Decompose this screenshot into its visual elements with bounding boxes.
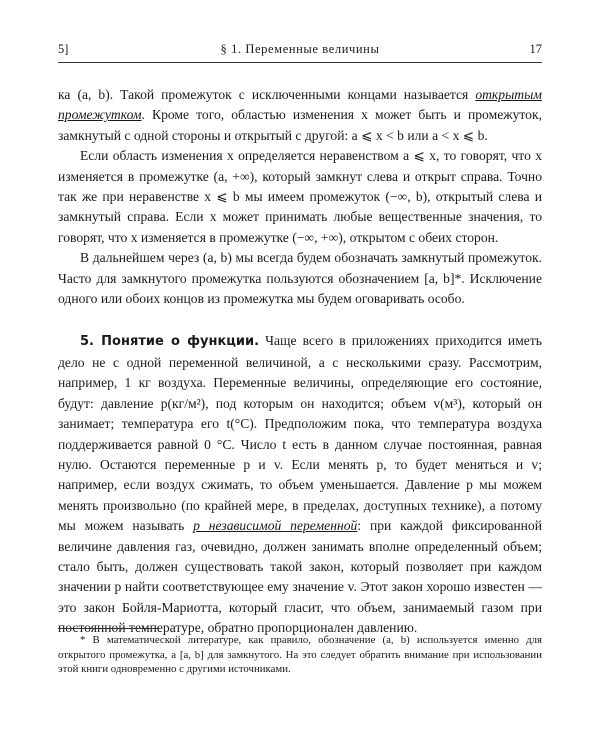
section-heading: § 1. Переменные величины	[220, 42, 380, 56]
paragraph-text: : при каждой фиксированной величине давления газ, очевидно, должен занимать вполне определенный объем; стало быть, должен существовать такой закон, который позволяет при каждом значении p найти соответствующее ему значение v. Этот закон хорошо известен — это закон Бойля-Мариотта, который гласит, что объем, занимаемый газом при постоянной температуре, обратно пропорционален давлению.	[58, 518, 542, 636]
section-gap	[58, 309, 542, 331]
chapter-number: 5]	[58, 42, 69, 56]
paragraph-text: Чаще всего в приложениях приходится иметь дело не с одной переменной величиной, а с несколькими сразу. Рассмотрим, например, 1 кг воздуха. Переменные величины, определяющие его состояние, будут: давление p(кг/м²), под которым он находится; объем v(м³), который он занимает; температура его t(°C). Предположим пока, что температура воздуха поддерживается равной 0 °C. Число t есть в данном случае постоянная, равная нулю. Остаются переменные p и v. Если менять p, то будет меняться и v; например, если воздух сжимать, то объем уменьшается. Давление p мы можем менять произвольно (по крайней мере, в пределах, доступных технике), а потому мы можем называть	[58, 333, 542, 534]
paragraph-text: . Кроме того, областью изменения x может быть и промежуток, замкнутый с одной стороны и открытый с другой: a ⩽ x < b или a < x ⩽ b.	[58, 107, 542, 143]
header-rule	[58, 62, 542, 63]
page-number: 17	[529, 42, 542, 56]
page-body	[58, 40, 542, 639]
footnote-rule	[58, 628, 158, 629]
emphasis-open-interval: открытым промежутком	[58, 87, 542, 123]
section-function	[58, 331, 542, 638]
paragraph-function-concept	[58, 331, 542, 638]
footnote: * В математической литературе, как правило, обозначение (a, b) используется именно для открытого промежутка, а [a, b] для замкнутого. На это следует обратить внимание при использовании этой книги одновременно с другими источниками.	[58, 634, 542, 676]
section-title: 5. Понятие о функции.	[80, 334, 260, 350]
paragraph-open-interval	[58, 85, 542, 146]
emphasis-independent-variable: p независимой переменной	[193, 518, 358, 534]
paragraph-infinite-intervals: Если область изменения x определяется неравенством a ⩽ x, то говорят, что x изменяется в промежутке (a, +∞), который замкнут слева и открыт справа. Точно так же при неравенстве x ⩽ b мы имеем промежуток (−∞, b), открытый слева и замкнутый справа. Если x может принимать любые вещественные значения, то говорят, что x изменяется в промежутке (−∞, +∞), открытом с обеих сторон.	[58, 148, 542, 245]
paragraph-closed-interval: В дальнейшем через (a, b) мы всегда будем обозначать замкнутый промежуток. Часто для замкнутого промежутка пользуются обозначением [a, b]*. Исключение одного или обоих концов из промежутка мы будем оговаривать особо.	[58, 250, 542, 307]
running-head	[58, 40, 542, 60]
paragraph-text: ка (a, b). Такой промежуток с исключенными концами называется	[58, 87, 476, 102]
